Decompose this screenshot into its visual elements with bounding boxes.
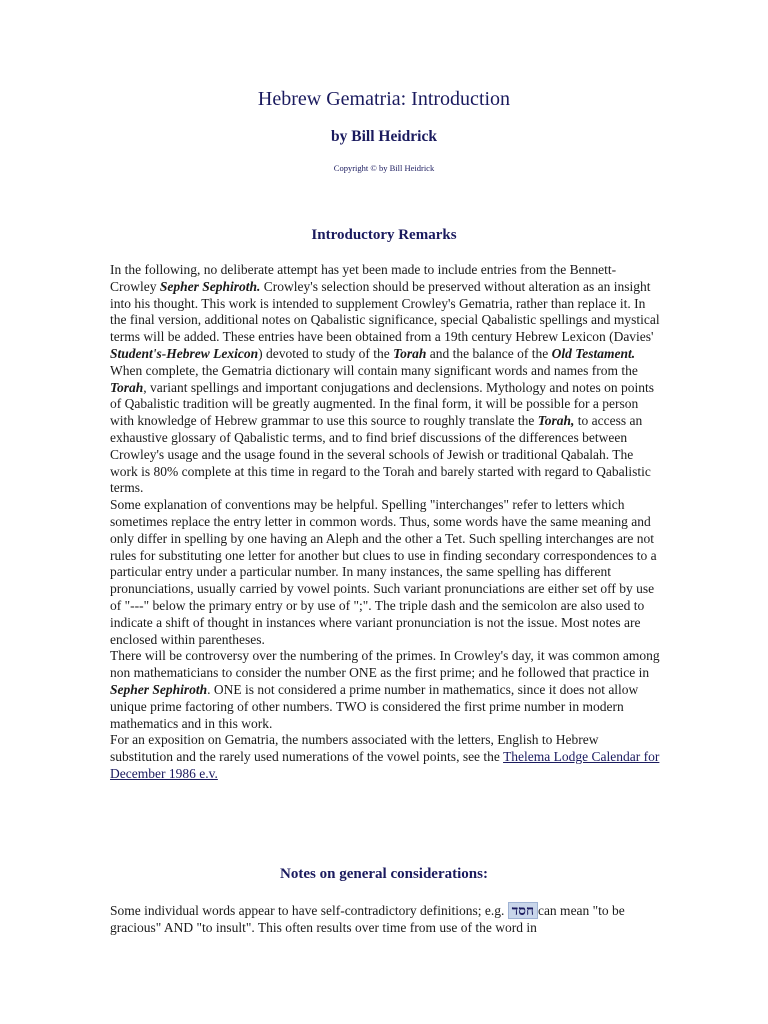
emphasis-sepher-sephiroth: Sepher Sephiroth: [110, 681, 208, 697]
thelema-lodge-calendar-link[interactable]: Thelema Lodge Calendar for December 1986 e.v.: [110, 749, 660, 781]
emphasis-sepher-sephiroth: Sepher Sephiroth.: [159, 278, 261, 294]
text-run: ) devoted to study of the: [258, 345, 394, 361]
intro-paragraph-1: [110, 262, 662, 497]
text-run: and the balance of the: [426, 345, 552, 361]
author-byline: by Bill Heidrick: [331, 128, 437, 145]
emphasis-torah: Torah: [110, 379, 144, 395]
text-run: . ONE is not considered a prime number in mathematics, since it does not allow unique prime factoring of other numbers. TWO is considered the first prime number in modern mathematics and in this work.: [110, 681, 639, 731]
emphasis-students-hebrew-lexicon: Student's-Hebrew Lexicon: [110, 345, 259, 361]
text-run: can mean "to be gracious" AND "to insult". This often results over time from use of the word in: [110, 903, 625, 935]
intro-paragraph-2: Some explanation of conventions may be helpful. Spelling "interchanges" refer to letters which sometimes replace the entry letter in common words. Thus, some words have the same meaning and only differ in spelling by one having an Aleph and the other a Tet. Such spelling interchanges are not rules for substituting one letter for another but clues to use in finding secondary correspondences to a particular entry under a particular number. In many instances, the same spelling has different pronunciations, usually carried by vowel points. Such variant pronunciations are either set off by use of "---" below the primary entry or by use of ";". The triple dash and the semicolon are also used to indicate a shift of thought in instances where variant pronunciation is not the issue. Most notes are enclosed within parentheses.: [110, 497, 657, 647]
intro-paragraph-4: [110, 732, 662, 782]
section-heading-introductory-remarks: Introductory Remarks: [311, 227, 457, 243]
text-run: Some individual words appear to have self-contradictory definitions; e.g.: [110, 903, 508, 918]
introductory-remarks-body: [110, 262, 662, 783]
text-run: For an exposition on Gematria, the numbers associated with the letters, English to Hebrew substitution and the rarely used numerations of the vowel points, see the: [110, 732, 599, 765]
emphasis-torah: Torah: [393, 345, 427, 361]
text-run: to access an exhaustive glossary of Qabalistic terms, and to find brief discussions of the differences between Crowley's usage and the usage found in the several schools of Jewish or traditional Qabalah. The work is 80% complete at this time in regard to the Torah and barely started with regard to Qabalistic terms.: [110, 413, 651, 496]
page-title: Hebrew Gematria: Introduction: [257, 88, 511, 110]
emphasis-torah: Torah,: [537, 413, 575, 429]
text-run: , variant spellings and important conjugations and declensions. Mythology and notes on points of Qabalistic tradition will be greatly augmented. In the final form, it will be possible for a person with knowledge of Hebrew grammar to use this source to roughly translate the: [110, 379, 654, 429]
section-heading-general-considerations: Notes on general considerations:: [280, 866, 488, 882]
emphasis-old-testament: Old Testament.: [551, 345, 636, 361]
text-run: When complete, the Gematria dictionary will contain many significant words and names from the: [110, 362, 638, 378]
text-run: Crowley's selection should be preserved without alteration as an insight into his thought. This work is intended to supplement Crowley's Gematria, rather than replace it. In the final version, additional notes on Qabalistic significance, special Qabalistic spellings and mystical terms will be added. These entries have been obtained from a 19th century Hebrew Lexicon (Davies': [110, 278, 660, 345]
text-run: There will be controversy over the numbering of the primes. In Crowley's day, it was common among non mathematicians to consider the number ONE as the first prime; and he followed that practice in: [110, 648, 660, 681]
hebrew-word-image: חסד: [508, 902, 538, 919]
text-run: In the following, no deliberate attempt has yet been made to include entries from the Bennett-Crowley: [110, 262, 617, 294]
general-considerations-body: [110, 902, 662, 937]
intro-paragraph-3: [110, 648, 662, 732]
copyright-notice: Copyright © by Bill Heidrick: [333, 163, 435, 173]
notes-paragraph-1: [110, 902, 662, 937]
